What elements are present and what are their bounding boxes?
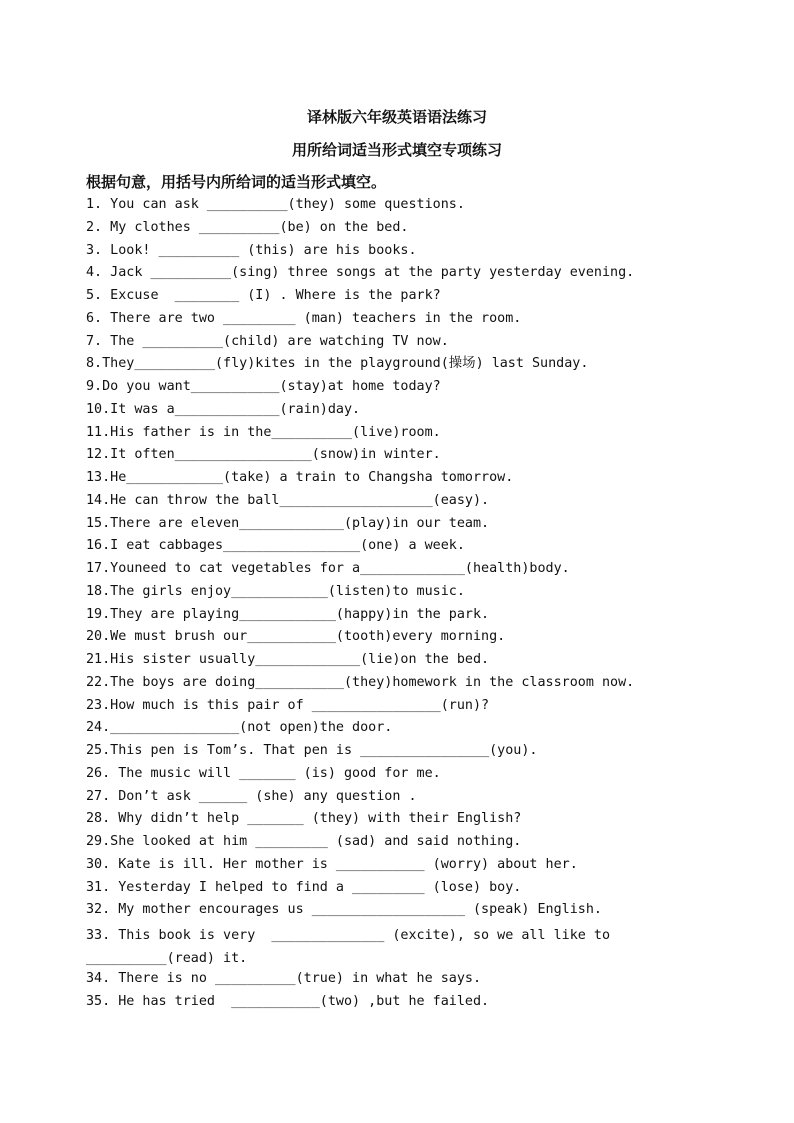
question-item: 24.________________(not open)the door. xyxy=(86,720,393,736)
question-item: 6. There are two _________ (man) teachers in the room. xyxy=(86,310,522,326)
question-item: 25.This pen is Tom’s. That pen is ________________(you). xyxy=(86,743,538,758)
worksheet-subtitle: 用所给词适当形式填空专项练习 xyxy=(291,141,502,159)
question-item: 30. Kate is ill. Her mother is ___________ (worry) about her. xyxy=(86,856,578,872)
question-item: 26. The music will _______ (is) good for me. xyxy=(86,765,441,781)
question-item: 1. You can ask __________(they) some questions. xyxy=(86,197,465,212)
question-item: 18.The girls enjoy____________(listen)to music. xyxy=(86,583,465,599)
question-item: 2. My clothes __________(be) on the bed. xyxy=(86,219,409,235)
worksheet-title: 译林版六年级英语语法练习 xyxy=(306,108,487,126)
question-item: 21.His sister usually_____________(lie)on the bed. xyxy=(86,652,490,667)
question-item: 32. My mother encourages us ___________________ (speak) English. xyxy=(86,902,602,918)
question-item: 13.He____________(take) a train to Changsha tomorrow. xyxy=(86,470,514,485)
question-item: 20.We must brush our___________(tooth)every morning. xyxy=(86,629,506,645)
question-item: 27. Don’t ask ______ (she) any question . xyxy=(86,788,417,804)
question-item: 34. There is no __________(true) in what he says. xyxy=(86,970,482,986)
question-item: 9.Do you want___________(stay)at home today? xyxy=(86,379,441,394)
question-item: 28. Why didn’t help _______ (they) with their English? xyxy=(86,811,522,827)
question-item: 16.I eat cabbages_________________(one) a week. xyxy=(86,538,465,554)
question-item: 15.There are eleven_____________(play)in our team. xyxy=(86,515,490,531)
question-item: 8.They__________(fly)kites in the playground(操场) last Sunday. xyxy=(86,356,589,372)
question-item: 7. The __________(child) are watching TV now. xyxy=(86,333,449,349)
question-item: 11.His father is in the__________(live)room. xyxy=(86,424,441,440)
question-item: 29.She looked at him _________ (sad) and said nothing. xyxy=(86,834,522,849)
question-item: 4. Jack __________(sing) three songs at the party yesterday evening. xyxy=(86,265,635,281)
question-item: 10.It was a_____________(rain)day. xyxy=(86,401,361,417)
question-item: 31. Yesterday I helped to find a _________ (lose) boy. xyxy=(86,879,522,895)
question-item: 35. He has tried ___________(two) ,but he failed. xyxy=(86,993,490,1009)
question-item: 14.He can throw the ball___________________(easy). xyxy=(86,492,490,508)
question-item: 22.The boys are doing___________(they)homework in the classroom now. xyxy=(86,674,635,690)
question-item: 23.How much is this pair of ________________(run)? xyxy=(86,697,490,713)
question-item: 17.Youneed to cat vegetables for a_____________(health)body. xyxy=(86,561,570,576)
question-item: 12.It often_________________(snow)in winter. xyxy=(86,447,441,463)
worksheet-instruction: 根据句意，用括号内所给词的适当形式填空。 xyxy=(86,173,387,191)
question-item: 3. Look! __________ (this) are his books. xyxy=(86,242,417,258)
question-item: 33. This book is very ______________ (excite), so we all like to __________(read) it. xyxy=(86,928,619,966)
question-item: 19.They are playing____________(happy)in the park. xyxy=(86,606,490,622)
question-item: 5. Excuse ________ (I) . Where is the park? xyxy=(86,288,441,303)
